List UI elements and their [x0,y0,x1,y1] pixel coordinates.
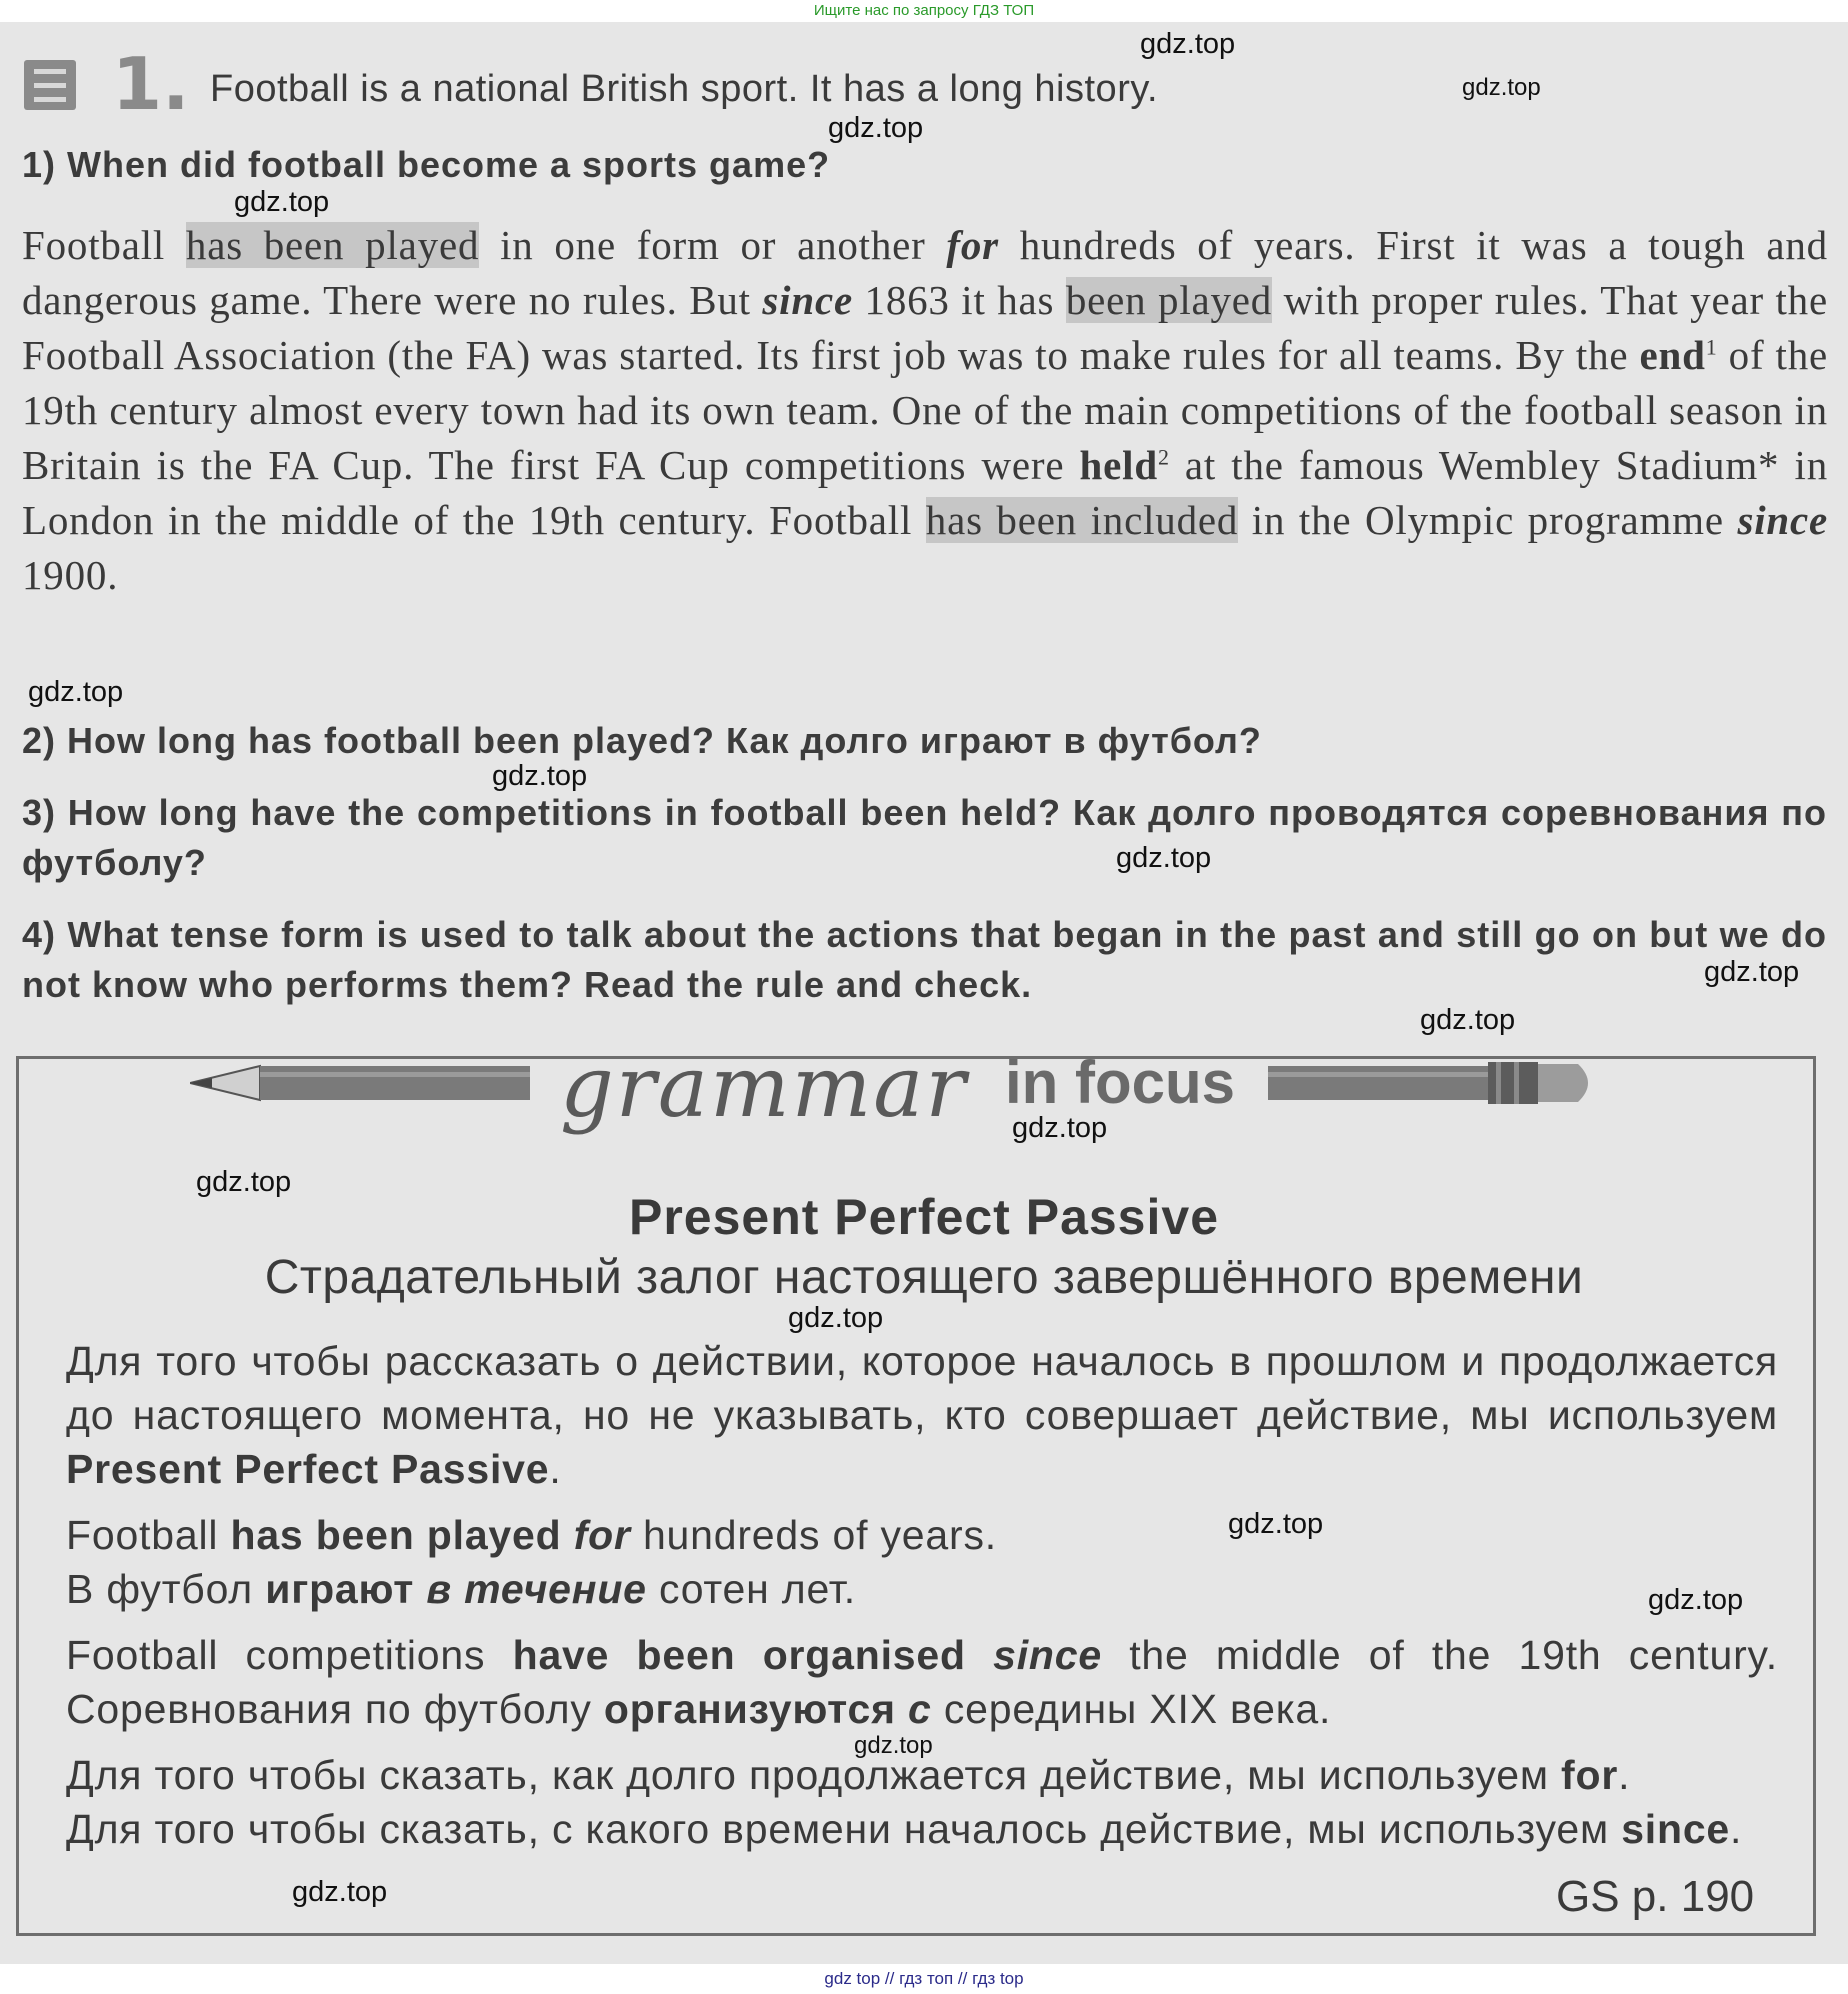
grammar-heading-word: grammar [560,1038,968,1136]
text-run: in the Olympic programme [1238,497,1738,543]
text-run: . [549,1446,562,1492]
question-4: 4) What tense form is used to talk about the actions that began in the past and still go on but we do not know who performs them? Read the rule and check. [22,914,1827,1005]
exercise-intro: Football is a national British sport. It has a long history. [210,68,1159,110]
watermark: gdz.top [1012,1112,1108,1144]
term-bold: играют [265,1566,415,1612]
pencil-icon [190,1062,530,1104]
question-1: 1) When did football become a sports game? [22,144,831,185]
text-run [896,1686,908,1732]
term-bold: have been organised [512,1632,966,1678]
text-run: Football [22,222,186,268]
text-run: середины XIX века. [931,1686,1332,1732]
text-run: сотен лет. [646,1566,856,1612]
text-run: hundreds of years. First it was a tough and dangerous game. There were no rules. But [22,222,1828,323]
watermark: gdz.top [788,1302,884,1334]
watermark: gdz.top [1228,1508,1324,1540]
text-run: at the famous Wembley Stadium* in London in the middle of the 19th century. Football [22,442,1829,543]
keyword-for: for [573,1512,631,1558]
example-1-en [66,1508,1778,1562]
watermark: gdz.top [1140,28,1236,60]
text-run: the middle of the 19th century. Соревнования по футболу [66,1632,1778,1732]
footer-links[interactable]: gdz top // гдз топ // гдз top [0,1964,1848,1994]
grammar-title: Present Perfect Passive [628,1189,1220,1245]
rule-since [66,1802,1778,1856]
watermark: gdz.top [1420,1004,1516,1036]
text-lines-icon [24,60,76,110]
keyword-since: since [993,1632,1102,1678]
term-bold: for [1561,1752,1619,1798]
highlight-phrase: has been played [185,222,480,268]
watermark: gdz.top [854,1732,933,1759]
pencil-end-icon [1268,1058,1598,1108]
text-run: in one form or another [479,222,947,268]
highlight-phrase: been played [1065,277,1273,323]
text-run: hundreds of years. [630,1512,997,1558]
watermark: gdz.top [292,1876,388,1908]
keyword-bold-italic: с [908,1686,932,1732]
watermark: gdz.top [1648,1584,1744,1616]
watermark: gdz.top [196,1166,292,1198]
text-run: 1900. [22,552,119,598]
watermark: gdz.top [1704,956,1800,988]
keyword-bold-italic: в течение [426,1566,647,1612]
text-run: Football competitions [66,1632,513,1678]
keyword-since: since [1737,497,1829,543]
term-bold: Present Perfect Passive [66,1446,550,1492]
keyword-for: for [946,222,999,268]
text-run: with proper rules. That year the Football Association (the FA) was started. Its first job was to make rules for all teams. By the [22,277,1828,378]
text-run: Football [66,1512,231,1558]
text-run: of the 19th century almost every town had its own team. One of the main competitions of the football season in Britain is the FA Cup. The first FA Cup competitions were [22,332,1829,488]
term-bold: since [1621,1806,1731,1852]
example-2 [66,1628,1778,1736]
grammar-heading-focus: in focus [1005,1049,1236,1116]
vocab-end: end [1639,332,1706,378]
text-run [966,1632,993,1678]
text-run: Для того чтобы сказать, с какого времени началось действие, мы используем [66,1806,1622,1852]
text-run [561,1512,573,1558]
example-1-ru [66,1562,1778,1616]
watermark: gdz.top [1116,842,1212,874]
text-run: Для того чтобы сказать, как долго продолжается действие, мы используем [66,1752,1562,1798]
text-run: . [1618,1752,1631,1798]
watermark: gdz.top [828,112,924,144]
search-banner[interactable]: Ищите нас по запросу ГДЗ ТОП [0,0,1848,22]
text-run: 1863 it has [852,277,1066,323]
reading-paragraph [22,218,1828,603]
text-run [414,1566,426,1612]
text-run: В футбол [66,1566,266,1612]
grammar-subtitle: Страдательный залог настоящего завершённого времени [264,1251,1584,1304]
keyword-since: since [762,277,853,323]
watermark: gdz.top [234,186,330,218]
highlight-phrase: has been included [925,497,1239,543]
term-bold: has been played [230,1512,562,1558]
term-bold: организуются [603,1686,896,1732]
text-run: Для того чтобы рассказать о действии, которое началось в прошлом и продолжается до настоящего момента, но не указывать, кто совершает действие, мы используем [66,1338,1778,1438]
watermark: gdz.top [28,676,124,708]
question-3: 3) How long have the competitions in football been held? Как долго проводятся соревнования по футболу? [22,792,1827,883]
watermark: gdz.top [1462,74,1541,101]
footnote-marker: 2 [1157,444,1170,470]
exercise-number: 1. [112,42,190,126]
question-2: 2) How long has football been played? Как долго играют в футбол? [22,720,1262,761]
grammar-reference: GS p. 190 [1556,1872,1755,1921]
text-run: . [1730,1806,1743,1852]
vocab-held: held [1079,442,1158,488]
footnote-marker: 1 [1705,334,1718,360]
watermark: gdz.top [492,760,588,792]
rule-paragraph [66,1334,1778,1496]
